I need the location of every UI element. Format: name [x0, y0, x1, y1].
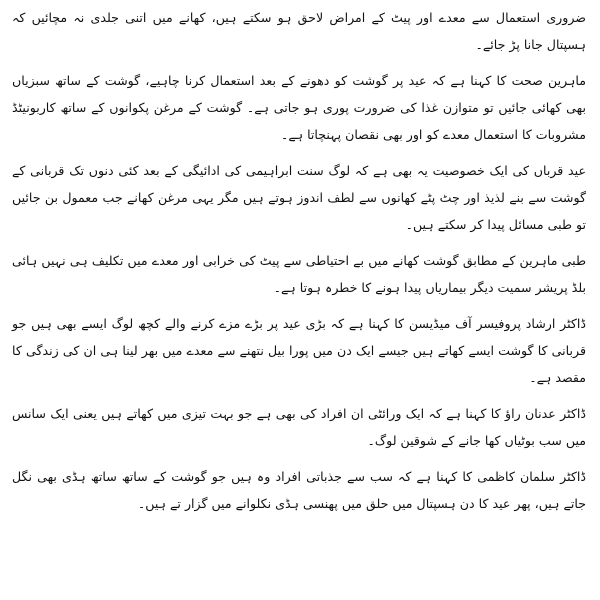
paragraph-eid-food-habits: عید قرباں کی ایک خصوصیت یہ بھی ہے کہ لوگ سنت ابراہیمی کی ادائیگی کے بعد کئی دنوں تک قربانی کے گوشت سے بنے لذیذ اور چٹ پٹے کھانوں سے لطف اندوز ہوتے ہیں مگر یہی مرغن کھانے جب معمول بن جائیں تو طبی مسائل پیدا کر سکتے ہیں۔: [12, 163, 586, 232]
paragraph-dr-adnan-quote: ڈاکٹر عدنان راؤ کا کہنا ہے کہ ایک ورائٹی ان افراد کی بھی ہے جو بہت تیزی میں کھاتے ہیں یعنی ایک سانس میں سب بوٹیاں کھا جانے کے شوقین لوگ۔: [12, 406, 586, 448]
paragraph-stomach-warning: ضروری استعمال سے معدے اور پیٹ کے امراض لاحق ہو سکتے ہیں، کھانے میں اتنی جلدی نہ مچائیں کہ ہسپتال جانا پڑ جائے۔: [12, 10, 586, 52]
paragraph-dr-irshad-quote: ڈاکٹر ارشاد پروفیسر آف میڈیسن کا کہنا ہے کہ بڑی عید پر بڑے مزے کرنے والے کچھ لوگ ایسے بھی ہیں جو قربانی کا گوشت ایسے کھاتے ہیں جیسے ایک دن میں پورا بیل نتھنے سے معدے میں بھر لینا ہی ان کی زندگی کا مقصد ہے۔: [12, 316, 586, 385]
paragraph-medical-risks: طبی ماہرین کے مطابق گوشت کھانے میں بے احتیاطی سے پیٹ کی خرابی اور معدے میں تکلیف ہی نہیں ہائی بلڈ پریشر سمیت دیگر بیماریاں پیدا ہونے کا خطرہ ہوتا ہے۔: [12, 253, 586, 295]
paragraph-health-experts-advice: ماہرین صحت کا کہنا ہے کہ عید پر گوشت کو دھونے کے بعد استعمال کرنا چاہیے، گوشت کے ساتھ سبزیاں بھی کھائی جائیں تو متوازن غذا کی ضرورت پوری ہو جاتی ہے۔ گوشت کے مرغن پکوانوں کے ساتھ کاربونیٹڈ مشروبات کا استعمال معدے کو اور بھی نقصان پہنچاتا ہے۔: [12, 73, 586, 142]
paragraph-dr-salman-quote: ڈاکٹر سلمان کاظمی کا کہنا ہے کہ سب سے جذباتی افراد وہ ہیں جو گوشت کے ساتھ ساتھ ہڈی بھی نگل جاتے ہیں، پھر عید کا دن ہسپتال میں حلق میں پھنسی ہڈی نکلوانے میں گزار تے ہیں۔: [12, 469, 586, 511]
